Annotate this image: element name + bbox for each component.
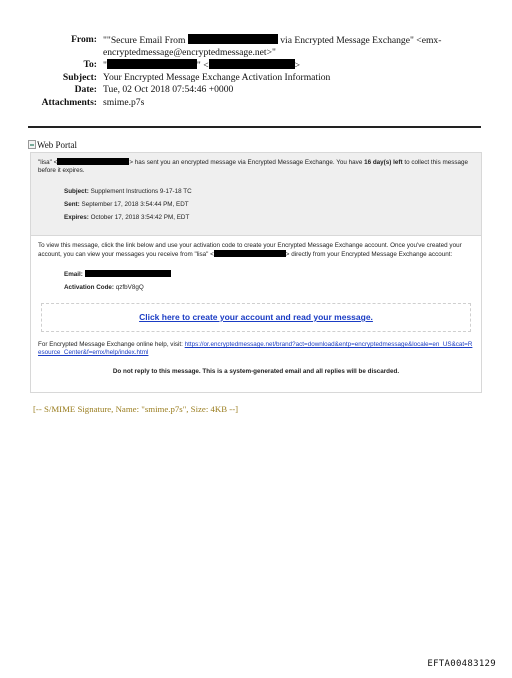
activation-code: qzfbV8gQ xyxy=(115,283,144,291)
to-label: To: xyxy=(83,59,97,71)
redaction-block xyxy=(209,59,295,69)
web-portal-image xyxy=(28,140,77,150)
from-row-continued xyxy=(0,47,512,60)
subject-row xyxy=(0,72,512,85)
to-value: " " < > xyxy=(103,60,301,72)
activation-code-row: Activation Code: qzfbV8gQ xyxy=(64,283,144,291)
subject-value: Your Encrypted Message Exchange Activation Information xyxy=(103,71,331,83)
instructions-text: To view this message, click the link below and use your activation code to create your Encrypted Message Exchange account. Once you've created your account, you can view your messages you receive from "lisa" < > directly from your Encrypted Message Exchange account: xyxy=(38,242,462,259)
bates-number: EFTA00483129 xyxy=(427,659,496,669)
attachments-value: smime.p7s xyxy=(103,96,145,108)
create-account-link[interactable]: Click here to create your account and read your message. xyxy=(139,312,373,322)
meta-expires: Expires: October 17, 2018 3:54:42 PM, EDT xyxy=(64,214,190,221)
redaction-block xyxy=(214,250,286,257)
to-row xyxy=(0,59,512,72)
broken-image-icon xyxy=(28,140,36,149)
cta-box xyxy=(41,303,471,332)
help-link[interactable]: https://or.encryptedmessage.net/brand?act=download&entp=encryptedmessage&locale=en_US&cat=Resource_Center&f=emx/help/index.html xyxy=(38,341,473,357)
message-body xyxy=(31,236,481,376)
from-value: ""Secure Email From via Encrypted Message Exchange" <emx- xyxy=(103,35,442,46)
meta-subject: Subject: Supplement Instructions 9-17-18 TC xyxy=(64,187,192,195)
intro-text: "lisa" < > has sent you an encrypted message via Encrypted Message Exchange. You have 16 day(s) left to collect this message before it expires. xyxy=(38,159,469,175)
days-left: 16 day(s) left xyxy=(364,159,403,166)
attachments-label: Attachments: xyxy=(41,96,97,108)
from-value-line2: encryptedmessage@encryptedmessage.net>" xyxy=(103,46,276,58)
web-portal-alt-text: Web Portal xyxy=(37,140,78,150)
message-card xyxy=(30,152,482,393)
from-row xyxy=(0,34,512,47)
subject-label: Subject: xyxy=(62,71,97,83)
meta-sent: Sent: September 17, 2018 3:54:44 PM, EDT xyxy=(64,200,189,208)
message-summary xyxy=(31,153,481,236)
header-divider xyxy=(28,126,481,128)
smime-signature-note: [-- S/MIME Signature, Name: "smime.p7s", Size: 4KB --] xyxy=(33,404,239,414)
redaction-block xyxy=(85,270,171,277)
from-label: From: xyxy=(71,34,97,45)
redaction-block xyxy=(188,34,278,44)
date-label: Date: xyxy=(74,84,97,96)
help-text: For Encrypted Message Exchange online help, visit: https://or.encryptedmessage.net/brand?act=download&entp=encryptedmessage&locale=en_US&cat=Resource_Center&f=emx/help/index.html xyxy=(38,341,473,357)
redaction-block xyxy=(107,59,197,69)
date-value: Tue, 02 Oct 2018 07:54:46 +0000 xyxy=(103,84,234,96)
redaction-block xyxy=(57,158,129,165)
email-header xyxy=(0,34,512,110)
date-row xyxy=(0,84,512,97)
message-meta xyxy=(38,185,474,225)
attachments-row xyxy=(0,97,512,110)
credentials xyxy=(38,268,474,294)
email-row: Email: xyxy=(64,268,474,281)
noreply-notice: Do not reply to this message. This is a system-generated email and all replies will be discarded. xyxy=(112,367,400,375)
